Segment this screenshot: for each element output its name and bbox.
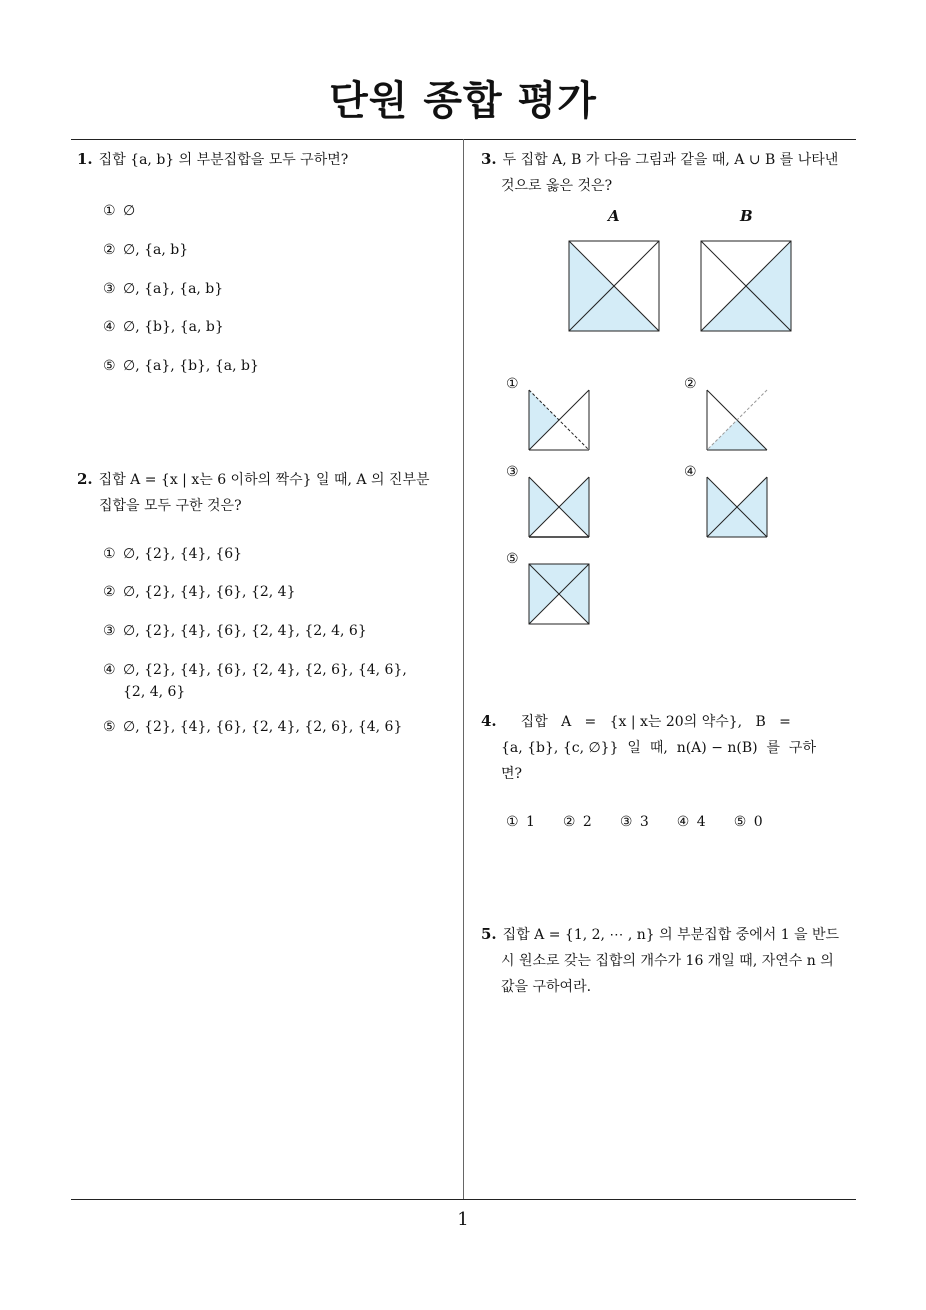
- q3-option-5-figure[interactable]: [528, 563, 591, 626]
- question-2-text-line2: 집합을 모두 구한 것은?: [99, 498, 242, 514]
- q3-option-1-figure[interactable]: [528, 389, 591, 452]
- q3-option-5-mark: ⑤: [506, 551, 519, 567]
- column-divider: [463, 139, 464, 1200]
- question-5-number: 5.: [481, 925, 497, 943]
- q2-option-4[interactable]: ④ ∅, {2}, {4}, {6}, {2, 4}, {2, 6}, {4, 6}, {2, 4, 6}: [103, 662, 407, 700]
- set-b-figure: [700, 240, 792, 332]
- question-2: [77, 466, 462, 519]
- q3-option-2-mark: ②: [684, 376, 697, 392]
- question-3-text-line1: 두 집합 A, B 가 다음 그림과 같을 때, A ∪ B 를 나타낸: [502, 152, 839, 168]
- q3-option-4-mark: ④: [684, 464, 697, 480]
- q2-option-2[interactable]: ② ∅, {2}, {4}, {6}, {2, 4}: [103, 584, 296, 600]
- q3-option-3-figure[interactable]: [528, 476, 591, 539]
- question-1: [77, 146, 457, 173]
- question-3-text-line2: 것으로 옳은 것은?: [501, 178, 613, 194]
- set-b-label: B: [740, 207, 753, 225]
- set-a-figure: [568, 240, 660, 332]
- question-3: [481, 146, 861, 199]
- question-3-number: 3.: [481, 150, 497, 168]
- q1-option-4[interactable]: ④ ∅, {b}, {a, b}: [103, 319, 224, 335]
- question-4-number: 4.: [481, 712, 497, 730]
- question-4-text-line2: {a, {b}, {c, ∅}} 일 때, n(A) − n(B) 를 구하: [501, 740, 816, 756]
- question-2-text-line1: 집합 A = {x | x는 6 이하의 짝수} 일 때, A 의 진부분: [98, 472, 430, 488]
- q4-options: [506, 811, 791, 833]
- question-5: [481, 921, 861, 1000]
- q2-option-3[interactable]: ③ ∅, {2}, {4}, {6}, {2, 4}, {2, 4, 6}: [103, 623, 367, 639]
- q1-option-1[interactable]: ① ∅: [103, 203, 136, 219]
- page-number: 1: [457, 1209, 469, 1230]
- q3-option-4-figure[interactable]: [706, 476, 769, 539]
- q2-option-5[interactable]: ⑤ ∅, {2}, {4}, {6}, {2, 4}, {2, 6}, {4, 6}: [103, 719, 403, 735]
- q1-option-2[interactable]: ② ∅, {a, b}: [103, 242, 189, 258]
- q4-option-3[interactable]: ③ 3: [619, 814, 649, 830]
- question-2-number: 2.: [77, 470, 93, 488]
- question-5-text-line2: 시 원소로 갖는 집합의 개수가 16 개일 때, 자연수 n 의: [501, 953, 834, 969]
- question-4: [481, 708, 859, 787]
- set-a-label: A: [608, 207, 620, 225]
- question-1-text: 집합 {a, b} 의 부분집합을 모두 구하면?: [98, 152, 349, 168]
- question-1-number: 1.: [77, 150, 93, 168]
- footer-rule: [71, 1199, 856, 1200]
- question-5-text-line3: 값을 구하여라.: [501, 979, 592, 995]
- q3-option-1-mark: ①: [506, 376, 519, 392]
- q2-option-1[interactable]: ① ∅, {2}, {4}, {6}: [103, 546, 243, 562]
- q1-option-3[interactable]: ③ ∅, {a}, {a, b}: [103, 281, 224, 297]
- q1-option-5[interactable]: ⑤ ∅, {a}, {b}, {a, b}: [103, 358, 259, 374]
- q4-option-2[interactable]: ② 2: [562, 814, 592, 830]
- page-title: 단원 종합 평가: [329, 78, 597, 124]
- q3-option-2-figure[interactable]: [706, 389, 769, 452]
- q4-option-1[interactable]: ① 1: [506, 814, 535, 830]
- question-5-text-line1: 집합 A = {1, 2, ⋯ , n} 의 부분집합 중에서 1 을 반드: [502, 927, 840, 943]
- q4-option-4[interactable]: ④ 4: [676, 814, 706, 830]
- q3-option-3-mark: ③: [506, 464, 519, 480]
- question-4-text-line1: 집합 A = {x | x는 20의 약수}, B =: [520, 714, 791, 730]
- q4-option-5[interactable]: ⑤ 0: [733, 814, 763, 830]
- question-4-text-line3: 면?: [501, 766, 523, 782]
